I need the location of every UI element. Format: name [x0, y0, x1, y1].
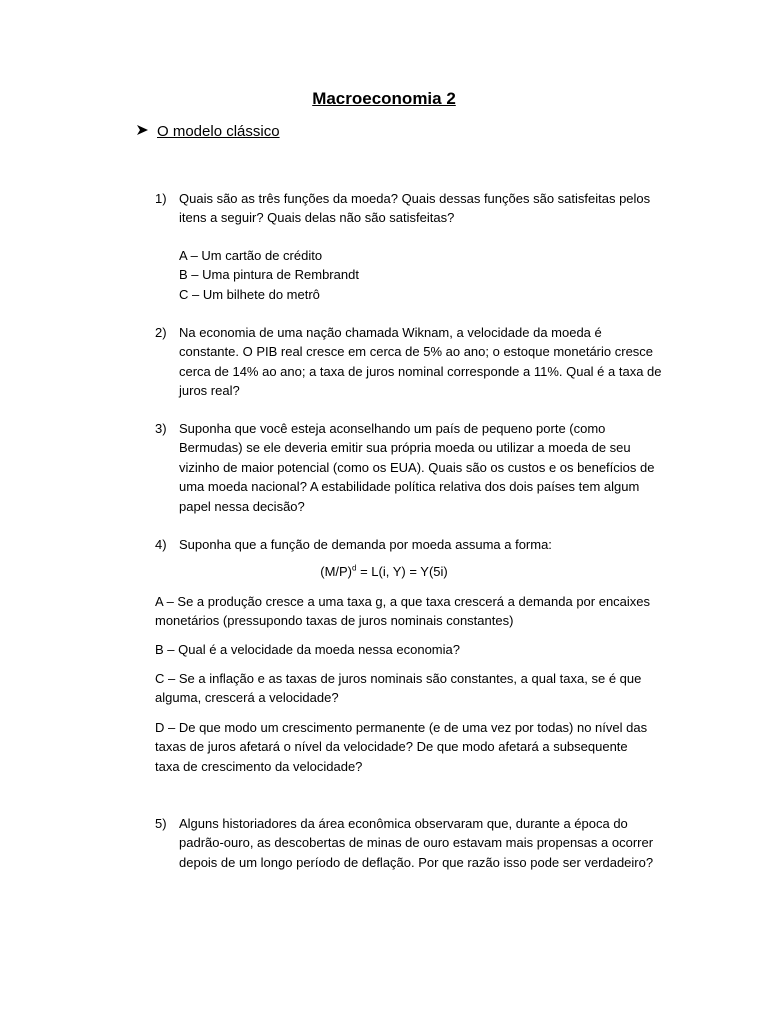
question-number: 1)	[155, 191, 167, 206]
question-4-part-d: D – De que modo um crescimento permanente (e de uma vez por todas) no nível das taxas de juros afetará o nível da velocidade? De que modo afetará a subsequente taxa de crescimento da velocidade?	[155, 720, 648, 774]
question-4-part-b: B – Qual é a velocidade da moeda nessa economia?	[155, 642, 460, 657]
document-title: Macroeconomia 2	[312, 89, 456, 108]
arrow-right-icon	[136, 124, 149, 139]
question-3	[155, 419, 665, 516]
question-text: Alguns historiadores da área econômica observaram que, durante a época do padrão-ouro, as descobertas de minas de ouro estavam mais propensas a ocorrer depois de um longo período de deflação. Por que razão isso pode ser verdadeiro?	[179, 816, 654, 870]
question-text: Quais são as três funções da moeda? Quais dessas funções são satisfeitas pelos itens a seguir? Quais delas não são satisfeitas?	[179, 191, 651, 226]
question-4-part-a: A – Se a produção cresce a uma taxa g, a que taxa crescerá a demanda por encaixes monetários (pressupondo taxas de juros nominais constantes)	[155, 594, 651, 629]
question-number: 5)	[155, 816, 167, 831]
question-5	[155, 814, 665, 872]
formula-left: (M/P)	[320, 564, 353, 580]
question-number: 2)	[155, 325, 167, 340]
question-number: 4)	[155, 537, 167, 552]
question-1-item-c: C – Um bilhete do metrô	[179, 287, 320, 302]
question-text: Na economia de uma nação chamada Wiknam, a velocidade da moeda é constante. O PIB real cresce em cerca de 5% ao ano; o estoque monetário cresce cerca de 14% ao ano; a taxa de juros nominal corresponde a 11%. Qual é a taxa de juros real?	[179, 325, 662, 399]
formula-superscript: d	[352, 564, 357, 573]
question-number: 3)	[155, 421, 167, 436]
question-4	[155, 535, 665, 554]
question-2	[155, 323, 665, 401]
question-text: Suponha que você esteja aconselhando um país de pequeno porte (como Bermudas) se ele deveria emitir sua própria moeda ou utilizar a moeda de seu vizinho de maior potencial (como os EUA). Quais são os custos e os benefícios de uma moeda nacional? A estabilidade política relativa dos dois países tem algum papel nessa decisão?	[179, 421, 655, 514]
question-1	[155, 189, 665, 228]
question-1-item-b: B – Uma pintura de Rembrandt	[179, 267, 359, 282]
formula-right: = L(i, Y) = Y(5i)	[356, 564, 448, 580]
question-4-part-c: C – Se a inflação e as taxas de juros nominais são constantes, a qual taxa, se é que alguma, crescerá a velocidade?	[155, 671, 642, 706]
section-heading	[136, 123, 280, 140]
question-1-item-a: A – Um cartão de crédito	[179, 248, 323, 263]
money-demand-formula	[0, 564, 768, 579]
section-title: O modelo clássico	[157, 123, 280, 140]
question-text: Suponha que a função de demanda por moeda assuma a forma:	[179, 537, 552, 552]
